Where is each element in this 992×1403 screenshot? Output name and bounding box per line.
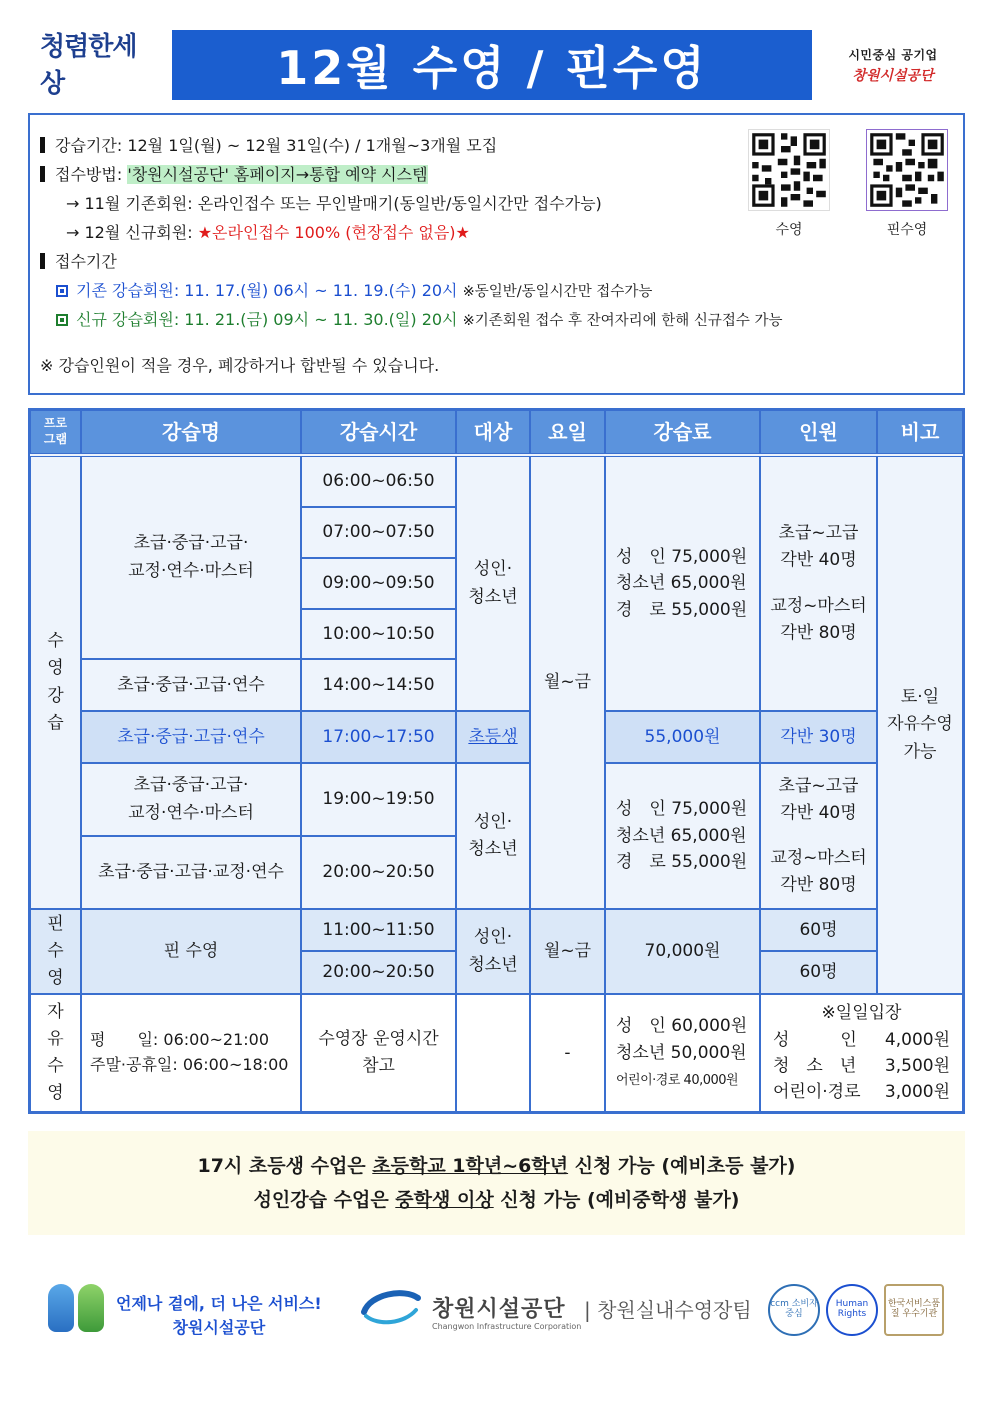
info-new-period [56,307,783,330]
daily-row: 어린이·경로 3,000원 [773,1082,950,1103]
course-evening-advanced: 초급·중급·고급· 교정·연수·마스터 [81,763,301,836]
corp-logo-text: 창원시설공단 [852,68,934,84]
period-value: 12월 1일(월) ~ 12월 31일(수) / 1개월~3개월 모집 [127,136,498,155]
method-value: '창원시설공단' 홈페이지→통합 예약 시스템 [127,165,428,184]
fee-children: 55,000원 [605,711,760,763]
th-days: 요일 [530,410,605,454]
time-slot: 19:00~19:50 [301,763,456,836]
corp-slogan-small: 시민중심 공기업 [848,48,938,62]
remark-weekend-free-swim: 토·일 자유수영 가능 [877,456,963,994]
time-slot: 06:00~06:50 [301,456,456,507]
info-reception [40,249,117,272]
capacity-children: 각반 30명 [760,711,877,763]
free-swim-time-note: 수영장 운영시간 참고 [301,994,456,1112]
th-program: 프로 그램 [30,410,81,454]
info-method [40,162,428,185]
program-fin: 핀 수 영 [30,909,81,994]
time-slot: 20:00~20:50 [301,951,456,994]
corp-logo-top [828,46,958,85]
course-advanced-morning: 초급·중급·고급· 교정·연수·마스터 [81,456,301,659]
fee-fin: 70,000원 [605,909,760,994]
bullet-icon [40,137,45,153]
fee-adult-youth-senior: 성 인 75,000원 청소년 65,000원 경 로 55,000원 [605,763,760,909]
th-target: 대상 [456,410,530,454]
footer-slogan: 언제나 곁에, 더 나은 서비스! 창원시설공단 [116,1294,322,1337]
days-weekday: 월~금 [530,456,605,909]
daily-row: 청 소 년 3,500원 [773,1056,950,1076]
daily-title: ※일일입장 [821,1003,902,1024]
corp-swoosh-icon [360,1286,422,1330]
footer-team-name: | 창원실내수영장팀 [584,1298,752,1322]
time-slot: 11:00~11:50 [301,909,456,951]
daily-admission [760,994,963,1112]
dec-prefix: → 12월 신규회원: [66,223,193,242]
footer-corp-name: 창원시설공단 [432,1297,566,1322]
service-quality-seal-icon: 한국서비스품질 우수기관 [884,1284,944,1336]
days-weekday: 월~금 [530,909,605,994]
capacity-morning: 초급~고급 각반 40명 교정~마스터 각반 80명 [760,456,877,711]
time-slot: 09:00~09:50 [301,558,456,609]
schedule-table [28,408,965,1114]
integrity-logo-text: 청렴한세상 [40,32,137,99]
notice-adults: 성인강습 수업은 중학생 이상 신청 가능 (예비중학생 불가) [253,1189,740,1211]
method-label: 접수방법: [55,165,123,184]
target-adult-youth: 성인· 청소년 [456,763,530,909]
target-children: 초등생 [456,711,530,763]
bullet-icon [40,253,45,269]
new-note: ※기존회원 접수 후 잔여자리에 한해 신규접수 가능 [462,313,783,329]
target-adult-youth: 성인· 청소년 [456,456,530,711]
checkbox-square-icon [56,314,68,326]
free-swim-target [456,994,530,1112]
qr-swim-icon [749,130,829,210]
time-slot: 07:00~07:50 [301,507,456,558]
checkbox-square-icon [56,285,68,297]
capacity-fin: 60명 [760,909,877,951]
free-swim-hours: 평 일: 06:00~21:00 주말·공휴일: 06:00~18:00 [81,994,301,1112]
th-remark: 비고 [877,410,963,454]
target-adult-youth: 성인· 청소년 [456,909,530,994]
free-swim-fee: 성 인 60,000원 청소년 50,000원 어린이·경로 40,000원 [605,994,760,1112]
time-slot: 10:00~10:50 [301,609,456,659]
dec-value: ★온라인접수 100% (현장접수 없음)★ [197,223,470,242]
daily-row: 성 인 4,000원 [773,1029,950,1050]
reception-label: 접수기간 [55,252,117,271]
course-fin: 핀 수영 [81,909,301,994]
info-box [28,113,965,395]
info-closing-note: ※ 강습인원이 적을 경우, 폐강하거나 합반될 수 있습니다. [40,356,440,375]
info-period [40,133,497,156]
th-time: 강습시간 [301,410,456,454]
info-existing-period [56,278,652,301]
qr-code-swim[interactable] [748,129,830,211]
footer-corp-subtitle: Changwon Infrastructure Corporation [432,1322,582,1331]
program-swim: 수 영 강 습 [30,456,81,909]
notice-box [28,1131,965,1235]
time-slot: 20:00~20:50 [301,836,456,909]
capacity-fin: 60명 [760,951,877,994]
time-slot-children: 17:00~17:50 [301,711,456,763]
human-rights-seal-icon: Human Rights [826,1284,878,1336]
page-title: 12월 수영 / 핀수영 [276,41,708,95]
course-evening: 초급·중급·고급·교정·연수 [81,836,301,909]
time-slot: 14:00~14:50 [301,659,456,711]
fee-adult-youth-senior: 성 인 75,000원 청소년 65,000원 경 로 55,000원 [605,456,760,711]
bullet-icon [40,166,45,182]
existing-note: ※동일반/동일시간만 접수가능 [462,284,653,300]
notice-children: 17시 초등생 수업은 초등학교 1학년~6학년 신청 가능 (예비초등 불가) [197,1155,796,1177]
info-nov-members: → 11월 기존회원: 온라인접수 또는 무인발매기(동일반/동일시간만 접수가능) [66,194,602,213]
qr-code-fin[interactable] [866,129,948,211]
integrity-logo [40,32,160,99]
course-children: 초급·중급·고급·연수 [81,711,301,763]
qr-swim-label: 수영 [775,222,803,238]
period-label: 강습기간: [55,136,123,155]
page-header [0,0,992,110]
capacity-evening: 초급~고급 각반 40명 교정~마스터 각반 80명 [760,763,877,909]
title-banner [172,30,812,100]
th-fee: 강습료 [605,410,760,454]
ccm-seal-icon: ccm 소비자중심 [768,1284,820,1336]
footer [0,1270,992,1360]
mascot-green-icon [78,1284,104,1332]
qr-fin-label: 핀수영 [886,222,928,238]
course-afternoon: 초급·중급·고급·연수 [81,659,301,711]
th-course: 강습명 [81,410,301,454]
th-capacity: 인원 [760,410,877,454]
mascot-blue-icon [48,1284,74,1332]
qr-fin-icon [867,130,947,210]
existing-main: 기존 강습회원: 11. 17.(월) 06시 ~ 11. 19.(수) 20시 [76,281,458,300]
info-dec-members [66,220,470,243]
new-main: 신규 강습회원: 11. 21.(금) 09시 ~ 11. 30.(일) 20시 [76,310,458,329]
program-free-swim: 자 유 수 영 [30,994,81,1112]
free-swim-days: - [530,994,605,1112]
